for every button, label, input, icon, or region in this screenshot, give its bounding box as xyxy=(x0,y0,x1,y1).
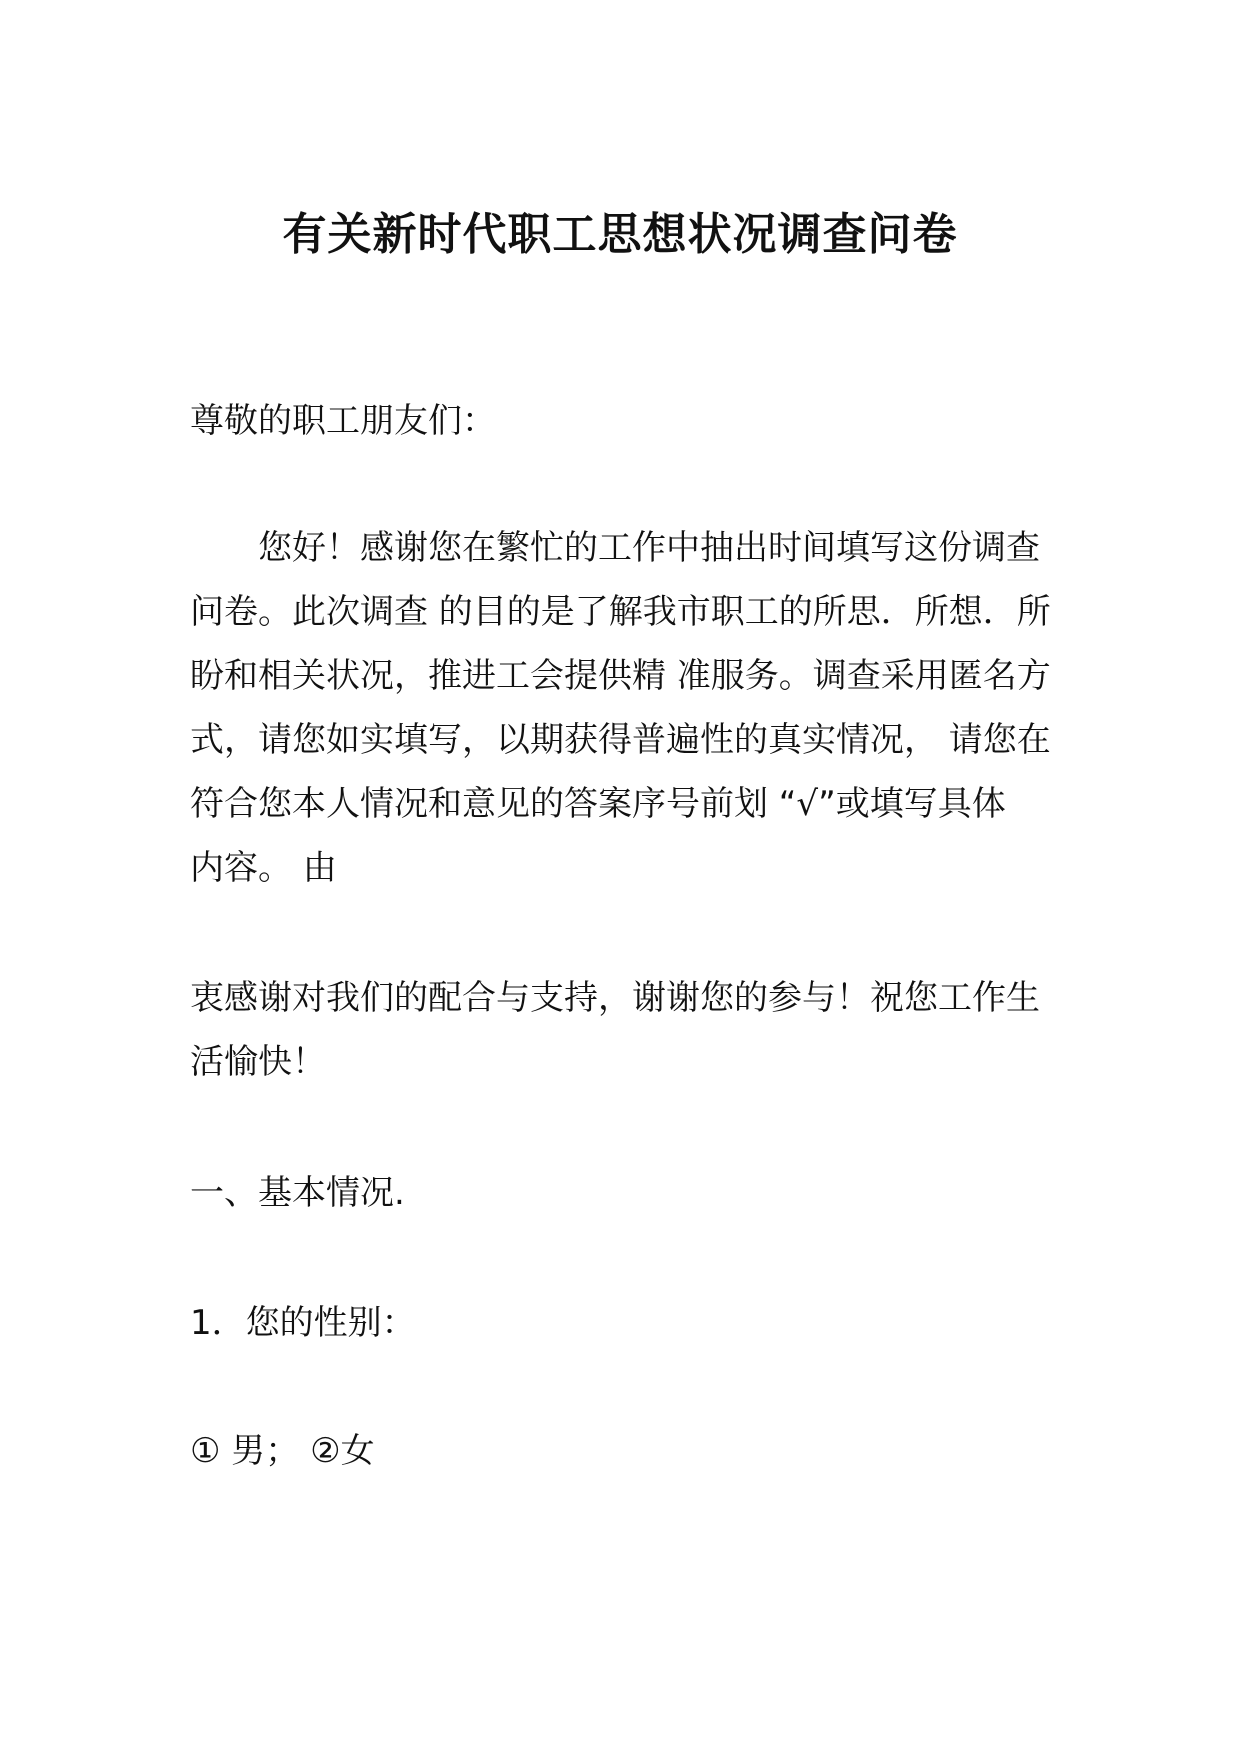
question-1: 1．您的性别： xyxy=(190,1303,416,1343)
intro-line-2: 问卷。此次调查 的目的是了解我市职工的所思．所想．所 xyxy=(190,592,1051,632)
thanks-line-1: 衷感谢对我们的配合与支持，谢谢您的参与！祝您工作生 xyxy=(190,978,1040,1018)
intro-line-5: 符合您本人情况和意见的答案序号前划 “√”或填写具体 xyxy=(190,784,1006,824)
intro-line-4: 式，请您如实填写，以期获得普遍性的真实情况， 请您在 xyxy=(190,720,1051,760)
salutation: 尊敬的职工朋友们： xyxy=(190,401,496,441)
section-heading: 一、基本情况. xyxy=(190,1173,405,1213)
question-1-options: ① 男； ②女 xyxy=(190,1431,375,1471)
thanks-line-2: 活愉快！ xyxy=(190,1042,326,1082)
intro-line-6: 内容。 由 xyxy=(190,848,337,888)
document-title: 有关新时代职工思想状况调查问卷 xyxy=(282,209,958,260)
intro-line-1: 您好！感谢您在繁忙的工作中抽出时间填写这份调查 xyxy=(258,528,1040,568)
intro-line-3: 盼和相关状况，推进工会提供精 准服务。调查采用匿名方 xyxy=(190,656,1051,696)
